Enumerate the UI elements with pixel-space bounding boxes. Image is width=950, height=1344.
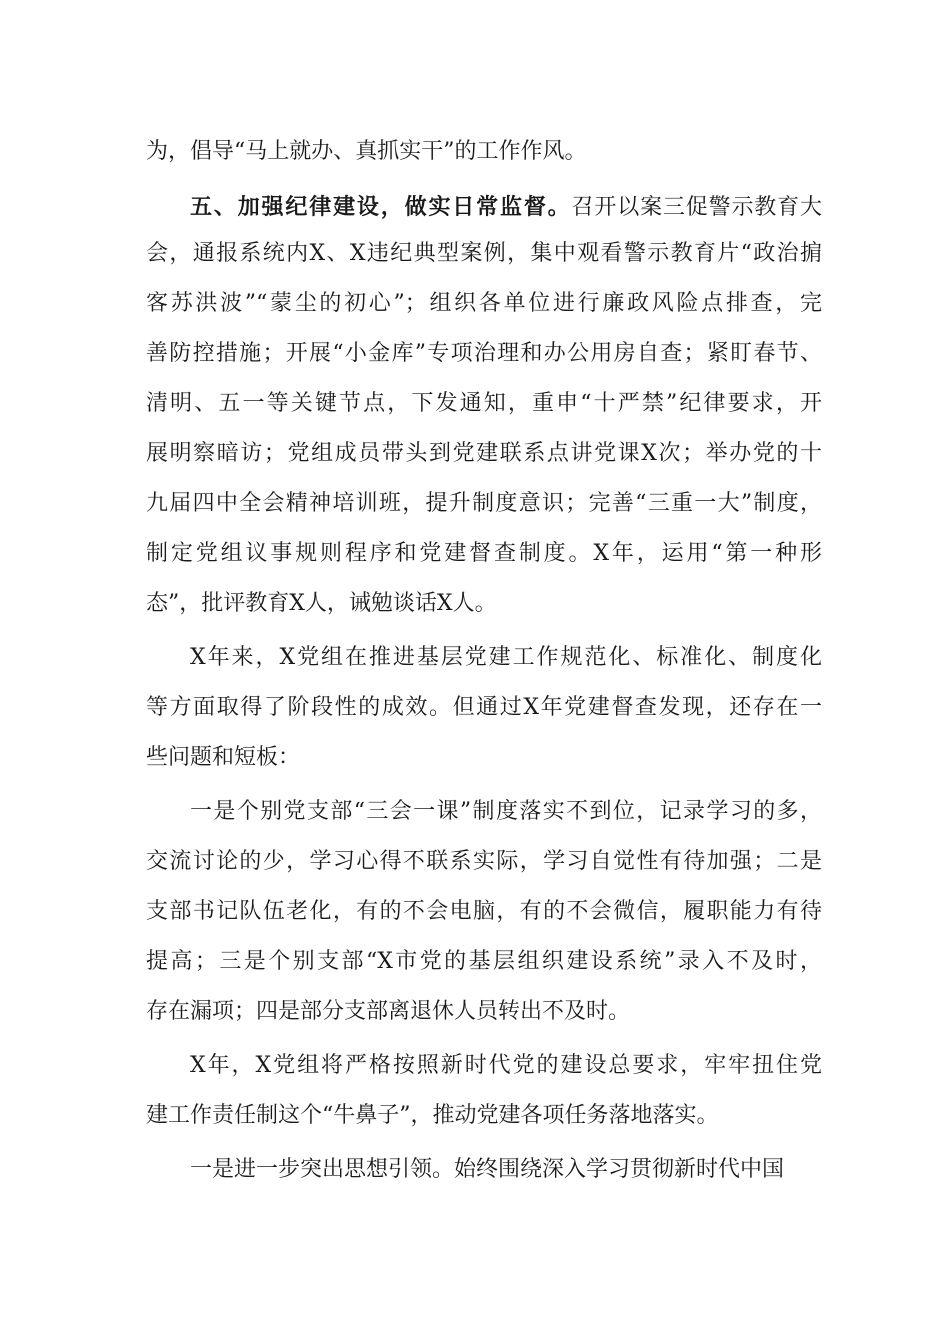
paragraph-line: 些问题和短板： <box>146 745 301 770</box>
paragraph-line: 会，通报系统内X、X违纪典型案例，集中观看警示教育片“政治掮 <box>146 241 822 266</box>
paragraph-line: 存在漏项；四是部分支部离退休人员转出不及时。 <box>146 999 631 1024</box>
paragraph-line: 态”，批评教育X人，诫勉谈话X人。 <box>146 591 497 616</box>
paragraph-line: 展明察暗访；党组成员带头到党建联系点讲党课X次；举办党的十 <box>146 441 822 466</box>
section-heading-line <box>190 190 822 226</box>
paragraph-line: 提高；三是个别支部“X市党的基层组织建设系统”录入不及时， <box>146 949 822 974</box>
section-heading: 五、加强纪律建设，做实日常监督。 <box>190 195 572 220</box>
paragraph-line: 九届四中全会精神培训班，提升制度意识；完善“三重一大”制度， <box>146 491 822 516</box>
paragraph-line: 为，倡导“马上就办、真抓实干”的工作作风。 <box>146 139 587 164</box>
paragraph-line: X年来，X党组在推进基层党建工作规范化、标准化、制度化 <box>190 645 822 670</box>
paragraph-text: 召开以案三促警示教育大 <box>571 195 822 220</box>
paragraph-line: 一是个别党支部“三会一课”制度落实不到位，记录学习的多， <box>190 799 822 824</box>
paragraph-line: 清明、五一等关键节点，下发通知，重申“十严禁”纪律要求，开 <box>146 391 822 416</box>
paragraph-line: 客苏洪波”“蒙尘的初心”；组织各单位进行廉政风险点排查，完 <box>146 291 822 316</box>
paragraph-line: 交流讨论的少，学习心得不联系实际，学习自觉性有待加强；二是 <box>146 849 822 874</box>
paragraph-line: 建工作责任制这个“牛鼻子”，推动党建各项任务落地落实。 <box>146 1103 719 1128</box>
paragraph-line: 制定党组议事规则程序和党建督查制度。X年，运用“第一种形 <box>146 541 822 566</box>
paragraph-line: 等方面取得了阶段性的成效。但通过X年党建督查发现，还存在一 <box>146 695 822 720</box>
paragraph-line: X年，X党组将严格按照新时代党的建设总要求，牢牢扭住党 <box>190 1053 822 1078</box>
paragraph-line: 支部书记队伍老化，有的不会电脑，有的不会微信，履职能力有待 <box>146 899 822 924</box>
paragraph-line: 一是进一步突出思想引领。始终围绕深入学习贯彻新时代中国 <box>190 1157 785 1182</box>
paragraph-line: 善防控措施；开展“小金库”专项治理和办公用房自查；紧盯春节、 <box>146 341 822 366</box>
